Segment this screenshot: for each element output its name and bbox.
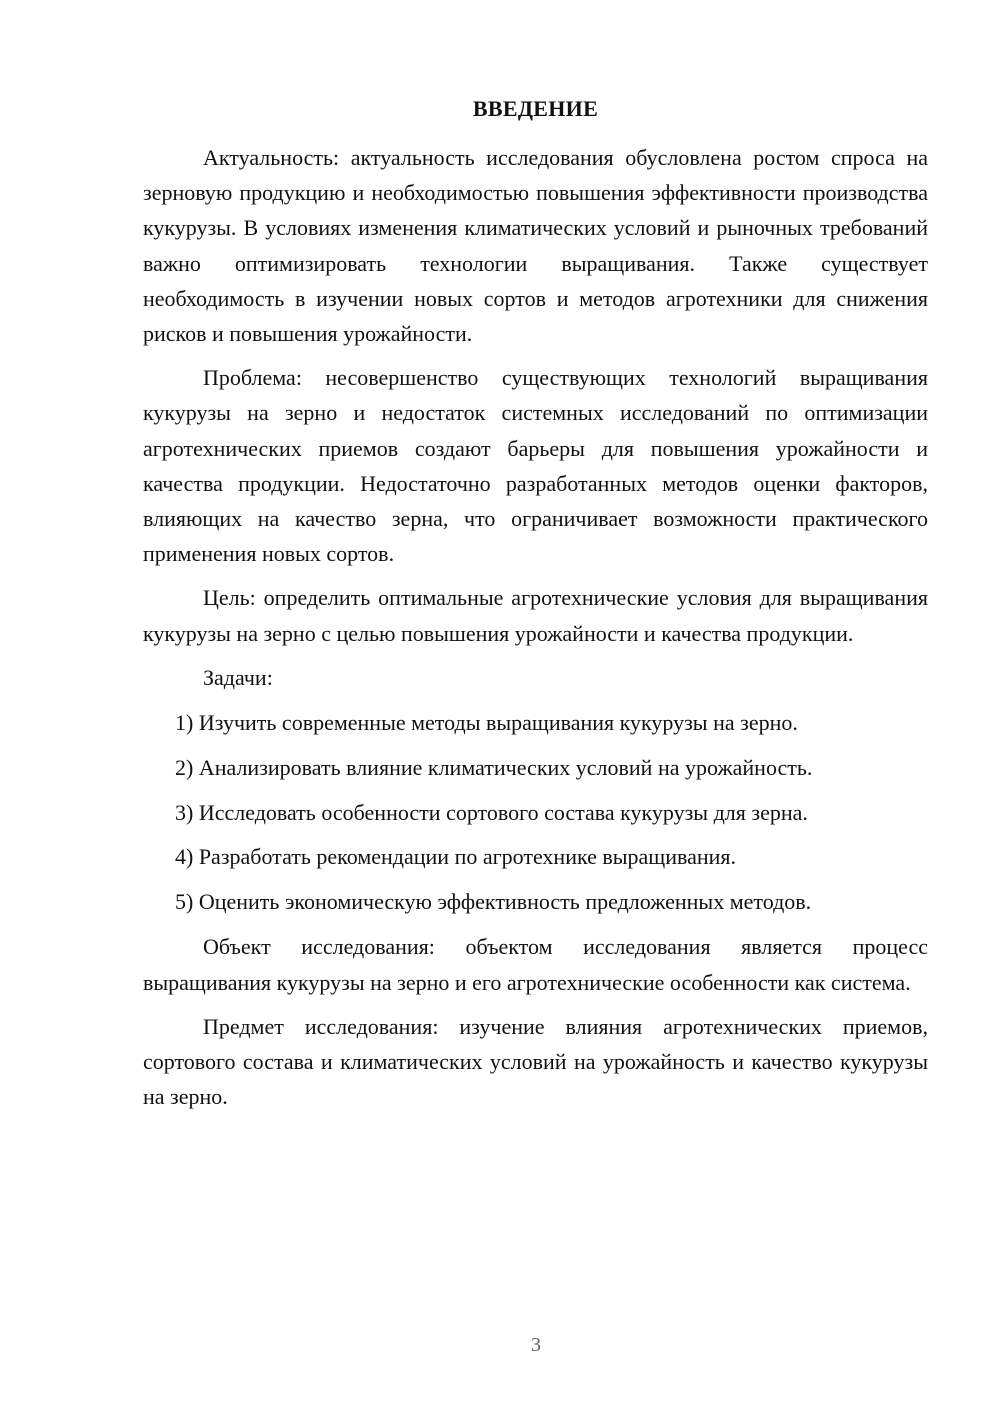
task-item: 4) Разработать рекомендации по агротехнике выращивания. (175, 844, 737, 870)
task-item: 3) Исследовать особенности сортового состава кукурузы для зерна. (175, 799, 808, 825)
page-number: 3 (531, 1334, 541, 1356)
paragraph-object: Объект исследования: объектом исследования является процесс выращивания кукурузы на зерно и его агротехнические особенности как система. (143, 934, 928, 995)
paragraph-relevance: Актуальность: актуальность исследования обусловлена ростом спроса на зерновую продукцию и необходимостью повышения эффективности производства кукурузы. В условиях изменения климатических условий и рыночных требований важно оптимизировать технологии выращивания. Также существует необходимость в изучении новых сортов и методов агротехники для снижения рисков и повышения урожайности. (143, 145, 928, 347)
tasks-heading: Задачи: (203, 664, 273, 690)
paragraph-subject: Предмет исследования: изучение влияния агротехнических приемов, сортового состава и климатических условий на урожайность и качество кукурузы на зерно. (143, 1013, 928, 1110)
task-item: 1) Изучить современные методы выращивания кукурузы на зерно. (175, 710, 798, 736)
paragraph-goal: Цель: определить оптимальные агротехнические условия для выращивания кукурузы на зерно с целью повышения урожайности и качества продукции. (143, 585, 928, 646)
task-item: 5) Оценить экономическую эффективность предложенных методов. (175, 889, 812, 915)
task-item: 2) Анализировать влияние климатических условий на урожайность. (175, 754, 813, 780)
document-body (143, 140, 928, 1123)
paragraph-problem: Проблема: несовершенство существующих технологий выращивания кукурузы на зерно и недостаток системных исследований по оптимизации агротехнических приемов создают барьеры для повышения урожайности и качества продукции. Недостаточно разработанных методов оценки факторов, влияющих на качество зерна, что ограничивает возможности практического применения новых сортов. (143, 365, 928, 567)
page-title: ВВЕДЕНИЕ (472, 96, 599, 121)
task-list (143, 705, 928, 919)
